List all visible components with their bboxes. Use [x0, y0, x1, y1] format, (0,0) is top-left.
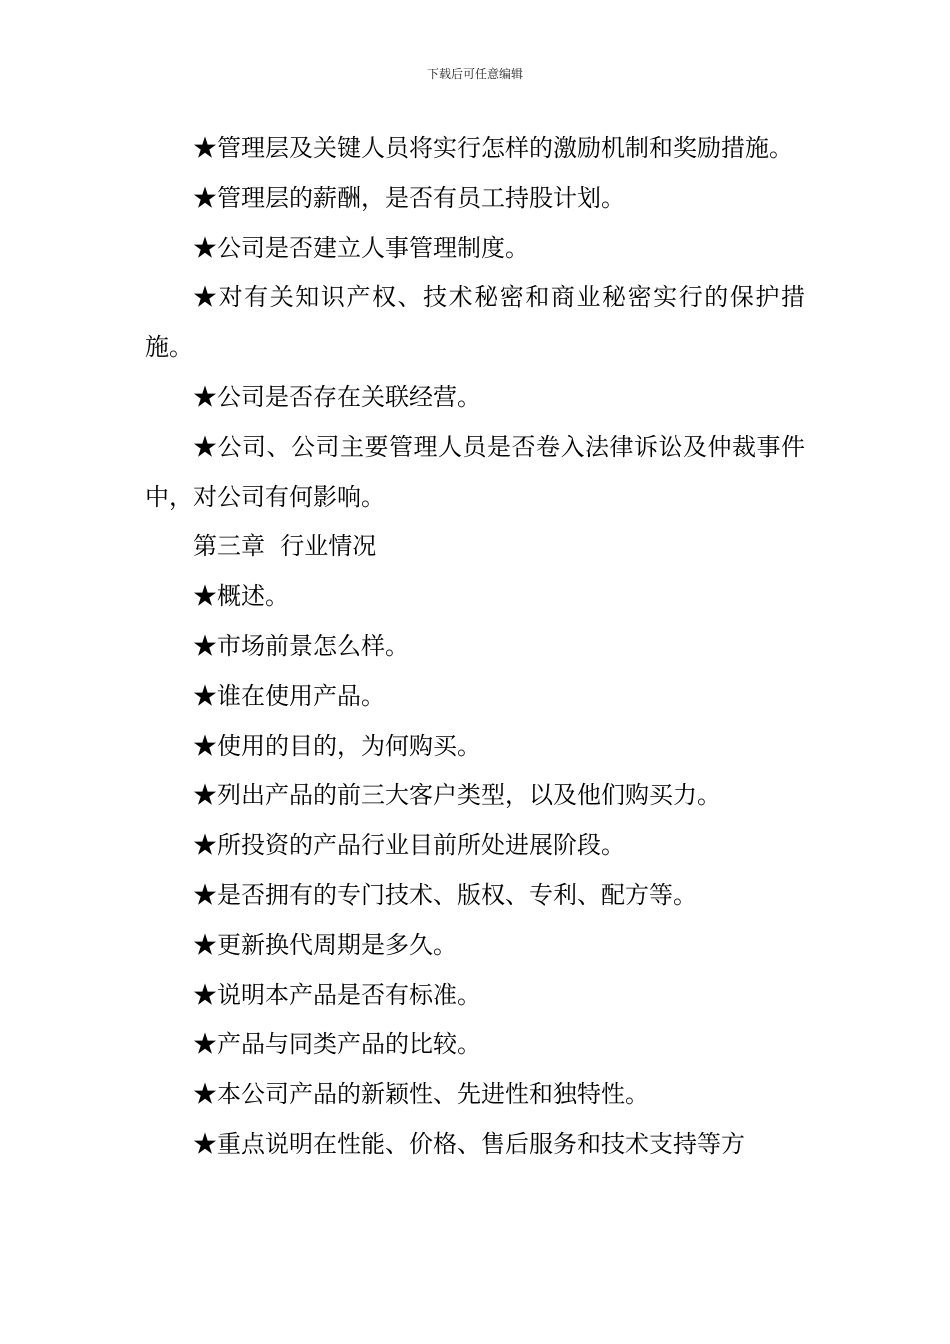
chapter-heading: 第三章 行业情况	[193, 532, 377, 561]
paragraph-overview: ★概述。	[193, 582, 289, 611]
paragraph-purpose: ★使用的目的，为何购买。	[193, 731, 481, 760]
paragraph-customer-types: ★列出产品的前三大客户类型，以及他们购买力。	[193, 781, 721, 810]
paragraph-industry-stage: ★所投资的产品行业目前所处进展阶段。	[193, 831, 625, 860]
paragraph-litigation: ★公司、公司主要管理人员是否卷入法律诉讼及仲裁事件中，对公司有何影响。	[145, 432, 805, 511]
paragraph-key-points: ★重点说明在性能、价格、售后服务和技术支持等方	[193, 1129, 745, 1158]
document-body	[145, 124, 805, 1170]
paragraph-update-cycle: ★更新换代周期是多久。	[193, 930, 457, 959]
paragraph-related-operations: ★公司是否存在关联经营。	[193, 382, 481, 411]
paragraph-incentive-mechanism: ★管理层及关键人员将实行怎样的激励机制和奖励措施。	[193, 134, 793, 162]
paragraph-novelty: ★本公司产品的新颖性、先进性和独特性。	[193, 1080, 649, 1109]
paragraph-management-salary: ★管理层的薪酬，是否有员工持股计划。	[193, 183, 625, 212]
paragraph-ip-protection: ★对有关知识产权、技术秘密和商业秘密实行的保护措施。	[145, 283, 805, 362]
paragraph-standards: ★说明本产品是否有标准。	[193, 980, 481, 1009]
paragraph-market-outlook: ★市场前景怎么样。	[193, 631, 409, 660]
header-note: 下载后可任意编辑	[426, 67, 523, 81]
paragraph-hr-system: ★公司是否建立人事管理制度。	[193, 233, 529, 262]
paragraph-comparison: ★产品与同类产品的比较。	[193, 1030, 481, 1059]
paragraph-users: ★谁在使用产品。	[193, 681, 385, 710]
paragraph-technology-patents: ★是否拥有的专门技术、版权、专利、配方等。	[193, 880, 697, 909]
